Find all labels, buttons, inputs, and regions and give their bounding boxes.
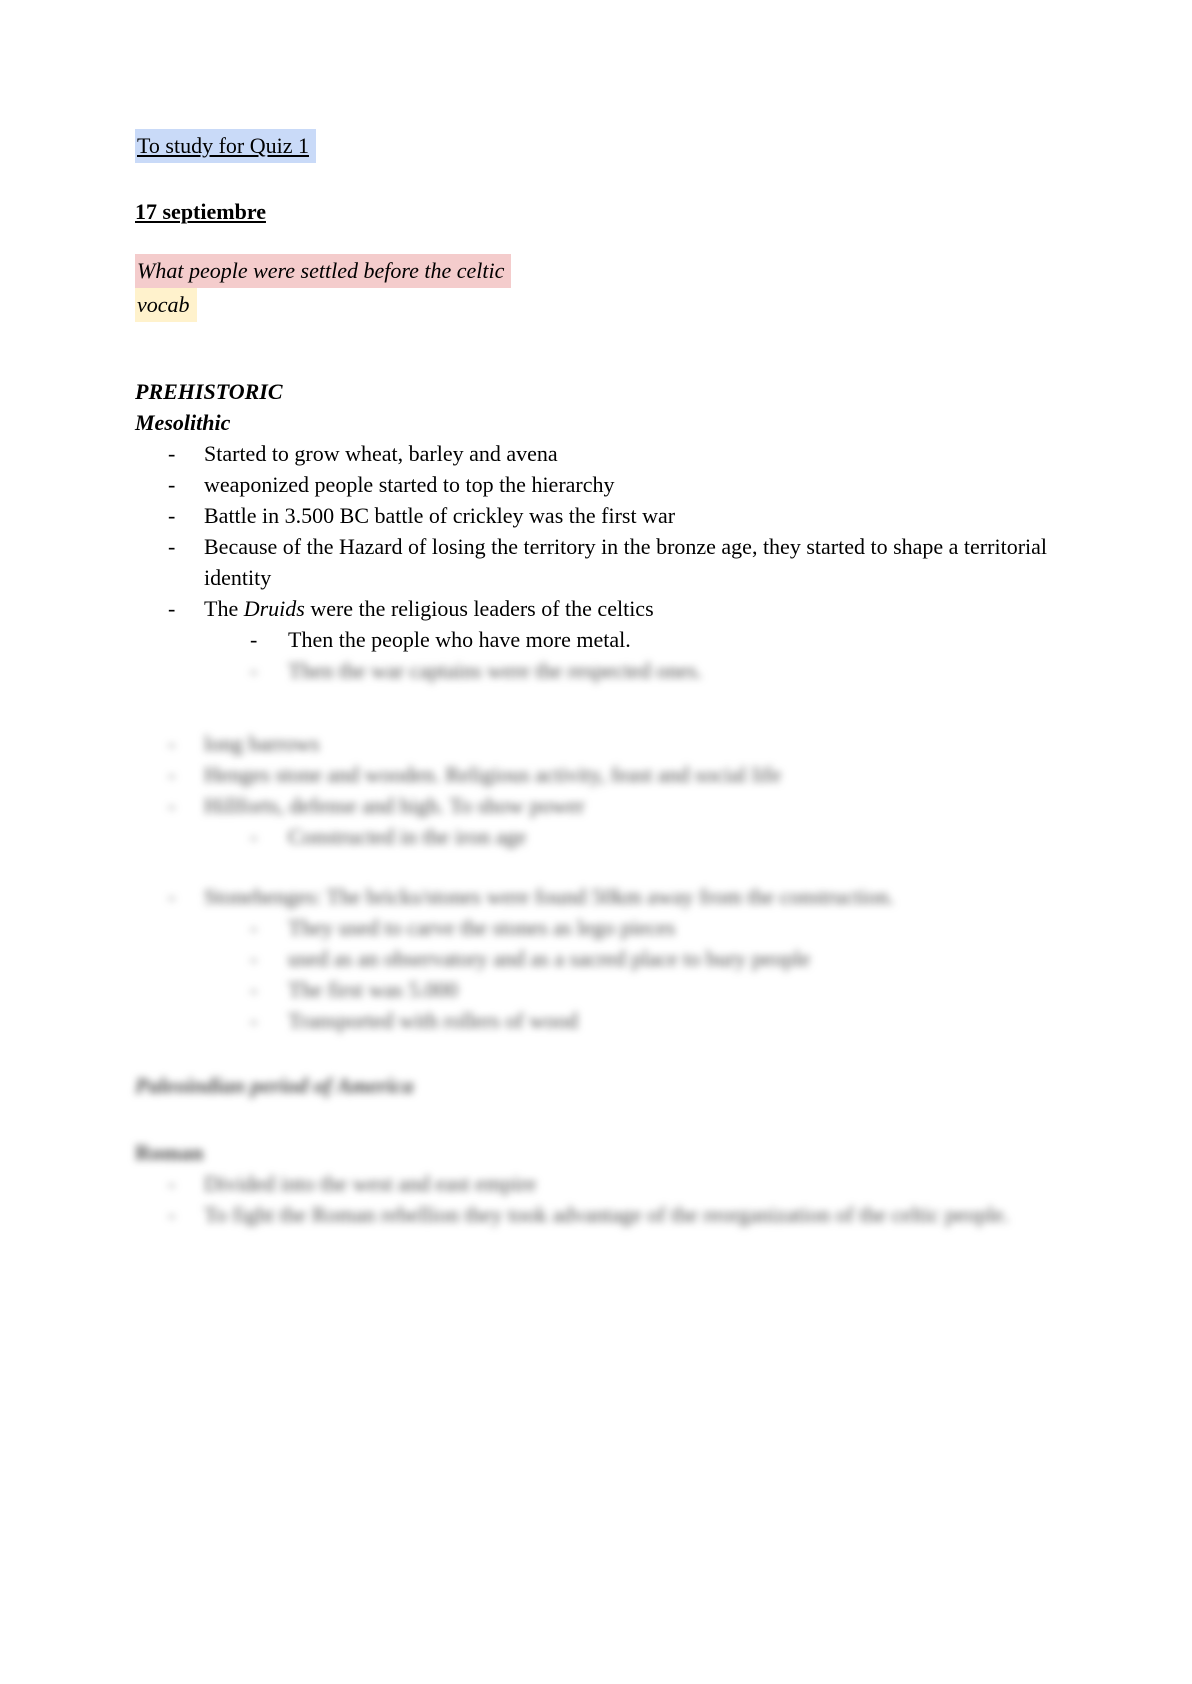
bullet-dash-marker: - (250, 1008, 258, 1033)
subbullet-more-metal (135, 624, 1057, 655)
bullet-blurred-long-barrows-text: long barrows (204, 731, 320, 756)
bullet-wheat-barley (135, 438, 1057, 469)
bullet-blurred-stonehenges (135, 881, 1057, 912)
bullet-wheat-barley-text: Started to grow wheat, barley and avena (204, 441, 558, 466)
date-heading (135, 196, 1057, 227)
bullet-druids-text: The Druids were the religious leaders of the celtics (204, 596, 654, 621)
bullet-weaponized-people-text: weaponized people started to top the hierarchy (204, 472, 615, 497)
bullet-battle-crickley (135, 500, 1057, 531)
bullet-dash-marker: - (168, 472, 176, 497)
section-heading-prehistoric (135, 376, 1057, 407)
bullet-blurred-west-east-empire-text: Divided into the west and east empire (204, 1171, 537, 1196)
bullet-dash-marker: - (168, 441, 176, 466)
bullet-blurred-hillforts (135, 790, 1057, 821)
subbullet-blurred-carve-stones-text: They used to carve the stones as lego pieces (288, 915, 676, 940)
section-heading-blurred-paleoindian-text: Paleoindian period of America (135, 1073, 414, 1098)
subbullet-blurred-rollers-wood (135, 1005, 1057, 1036)
subsection-heading-mesolithic-text: Mesolithic (135, 410, 231, 435)
bullet-blurred-west-east-empire (135, 1168, 1057, 1199)
bullet-territorial-identity (135, 531, 1057, 593)
bullet-dash-marker: - (168, 503, 176, 528)
date-heading-text: 17 septiembre (135, 199, 266, 224)
subbullet-blurred-first-was (135, 974, 1057, 1005)
subbullet-blurred-iron-age-text: Constructed in the iron age (288, 824, 527, 849)
section-heading-prehistoric-text: PREHISTORIC (135, 379, 283, 404)
bullet-blurred-long-barrows (135, 728, 1057, 759)
topic-question-highlighted-text: What people were settled before the celtic (135, 254, 511, 288)
topic-question-highlighted (135, 254, 1057, 288)
bullet-blurred-henges-text: Henges stone and wooden. Religious activity, feast and social life (204, 762, 782, 787)
bullet-dash-marker: - (168, 731, 176, 756)
subbullet-more-metal-text: Then the people who have more metal. (288, 627, 631, 652)
bullet-dash-marker: - (168, 793, 176, 818)
bullet-dash-marker: - (250, 915, 258, 940)
quiz-note-title (135, 129, 1057, 163)
subbullet-blurred-rollers-wood-text: Transported with rollers of wood (288, 1008, 579, 1033)
bullet-battle-crickley-text: Battle in 3.500 BC battle of crickley was the first war (204, 503, 676, 528)
bullet-dash-marker: - (168, 1202, 176, 1227)
bullet-blurred-hillforts-text: Hillforts, defense and high. To show power (204, 793, 585, 818)
subbullet-blurred-carve-stones (135, 912, 1057, 943)
bullet-dash-marker: - (168, 534, 176, 559)
topic-vocab-highlighted-text: vocab (135, 288, 197, 322)
bullet-dash-marker: - (168, 884, 176, 909)
section-heading-blurred-roman (135, 1137, 1057, 1168)
document-body (135, 129, 1057, 1230)
bullet-druids (135, 593, 1057, 624)
subsection-heading-mesolithic (135, 407, 1057, 438)
subbullet-blurred-observatory (135, 943, 1057, 974)
quiz-note-title-text: To study for Quiz 1 (135, 129, 316, 163)
section-heading-blurred-roman-text: Roman (135, 1140, 204, 1165)
bullet-territorial-identity-text: Because of the Hazard of losing the territory in the bronze age, they started to shape a territorial identity (204, 534, 1048, 590)
bullet-dash-marker: - (250, 946, 258, 971)
subbullet-blurred-war-captains (135, 655, 1057, 686)
bullet-blurred-roman-rebellion-text: To fight the Roman rebellion they took advantage of the reorganization of the celtic people. (204, 1202, 1010, 1227)
topic-vocab-highlighted (135, 288, 1057, 322)
subbullet-blurred-observatory-text: used as an observatory and as a sacred place to bury people (288, 946, 811, 971)
bullet-weaponized-people (135, 469, 1057, 500)
subbullet-blurred-first-was-text: The first was 5.000 (288, 977, 458, 1002)
bullet-dash-marker: - (168, 596, 176, 621)
bullet-dash-marker: - (250, 824, 258, 849)
bullet-blurred-henges (135, 759, 1057, 790)
bullet-dash-marker: - (250, 977, 258, 1002)
section-heading-blurred-paleoindian (135, 1070, 1057, 1101)
bullet-dash-marker: - (168, 762, 176, 787)
bullet-dash-marker: - (250, 658, 258, 683)
subbullet-blurred-war-captains-text: Then the war captains were the respected ones. (288, 658, 703, 683)
bullet-dash-marker: - (250, 627, 258, 652)
subbullet-blurred-iron-age (135, 821, 1057, 852)
bullet-blurred-stonehenges-text: Stonehenges: The bricks/stones were found 50km away from the construction. (204, 884, 894, 909)
bullet-blurred-roman-rebellion (135, 1199, 1057, 1230)
bullet-dash-marker: - (168, 1171, 176, 1196)
